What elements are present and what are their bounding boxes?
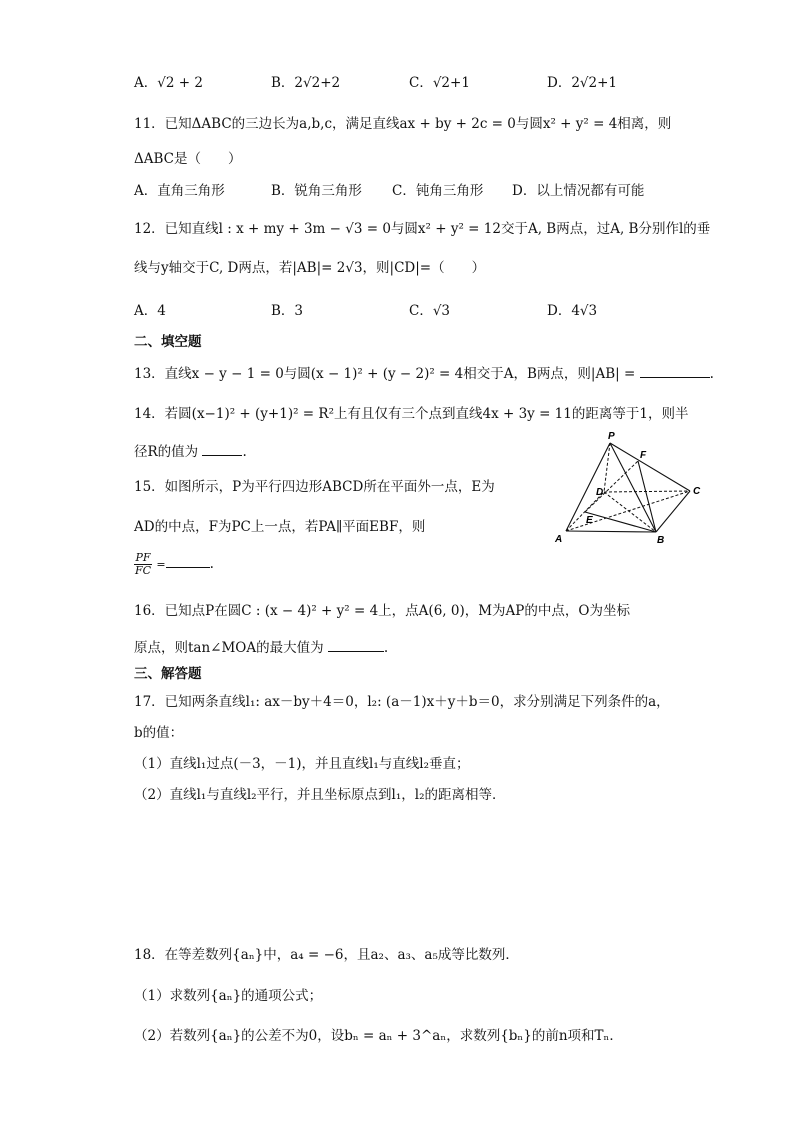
q17-stem-line1: 17．已知两条直线l₁: ax－by＋4＝0，l₂: (a－1)x＋y＋b＝0，求分别满足下列条件的a，: [134, 694, 670, 710]
q13-answer-blank: [640, 365, 710, 378]
diagonal-ac-hidden: [566, 491, 690, 531]
q16-stem-line1: 16．已知点P在圆C : (x − 4)² + y² = 4上，点A(6, 0)，M为AP的中点，O为坐标: [134, 603, 630, 619]
q11-option-a: A．直角三角形: [134, 183, 225, 199]
q18-part1: （1）求数列{aₙ}的通项公式；: [134, 988, 323, 1004]
q12-option-d: D．4√3: [547, 303, 598, 319]
q15-stem-line2: AD的中点，F为PC上一点，若PA∥平面EBF，则: [134, 519, 426, 535]
label-a: A: [555, 534, 563, 545]
q14-answer-blank: [202, 443, 242, 456]
segment-fb: [638, 461, 656, 532]
label-c: C: [693, 486, 701, 497]
label-e: E: [586, 515, 593, 526]
q10-option-d: D．2√2+1: [547, 75, 618, 91]
q16-period: .: [383, 640, 389, 656]
q15-fraction-numerator: PF: [135, 551, 151, 564]
segment-eb: [585, 512, 656, 532]
q11-option-c: C．钝角三角形: [392, 183, 484, 199]
q11-stem-line2: ΔABC是（ ）: [134, 151, 242, 167]
q12-option-b: B．3: [271, 303, 304, 319]
q10-option-c: C．√2+1: [409, 75, 470, 91]
q16-text: 原点，则tan∠MOA的最大值为: [134, 640, 324, 656]
q10-option-a: A．√2 + 2: [134, 75, 203, 91]
label-p: P: [608, 431, 615, 442]
edge-ab: [566, 531, 656, 532]
q17-part2: （2）直线l₁与直线l₂平行，并且坐标原点到l₁，l₂的距离相等．: [134, 787, 506, 803]
q17-stem-line2: b的值：: [134, 725, 184, 741]
q11-option-b: B．锐角三角形: [271, 183, 362, 199]
q12-option-a: A．4: [134, 303, 166, 319]
q14-text: 径R的值为: [134, 444, 199, 460]
q15-answer-blank: [166, 555, 210, 568]
q12-stem-line2: 线与y轴交于C, D两点，若|AB|= 2√3，则|CD|=（ ）: [134, 260, 486, 276]
edge-pd-hidden: [604, 443, 610, 492]
q12-option-c: C．√3: [409, 303, 451, 319]
label-b: B: [657, 535, 665, 546]
segment-ef-hidden: [585, 461, 638, 512]
edge-dc-hidden: [604, 491, 690, 492]
q14-stem-line1: 14．若圆(x−1)² + (y+1)² = R²上有且仅有三个点到直线4x + 3y = 11的距离等于1，则半: [134, 406, 689, 422]
pyramid-figure: [552, 428, 712, 550]
q15-fraction: [134, 552, 152, 577]
q18-part2: （2）若数列{aₙ}的公差不为0，设bₙ = aₙ + 3^aₙ，求数列{bₙ}的前n项和Tₙ．: [134, 1028, 623, 1044]
diagonal-db-hidden: [604, 492, 656, 532]
q13-stem: [134, 364, 714, 384]
q15-stem-line3: [134, 552, 214, 577]
q15-equals: =: [156, 558, 166, 571]
q13-period: .: [709, 366, 714, 382]
q17-part1: （1）直线l₁过点(－3，－1)，并且直线l₁与直线l₂垂直；: [134, 756, 470, 772]
q16-answer-blank: [328, 639, 384, 652]
q16-stem-line2: [134, 638, 388, 658]
q13-text: 13．直线x − y − 1 = 0与圆(x − 1)² + (y − 2)² = 4相交于A，B两点，则|AB| =: [134, 366, 636, 382]
section-heading-solutions: 三、解答题: [134, 666, 202, 682]
section-heading-fill-in: 二、填空题: [134, 334, 202, 350]
q10-option-b: B．2√2+2: [271, 75, 341, 91]
q18-stem: 18．在等差数列{aₙ}中，a₄ = −6，且a₂、a₃、a₅成等比数列．: [134, 947, 519, 963]
q12-stem-line1: 12．已知直线l : x + my + 3m − √3 = 0与圆x² + y² = 12交于A, B两点，过A, B分别作l的垂: [134, 221, 711, 237]
label-d: D: [596, 487, 604, 498]
q14-period: .: [242, 444, 247, 460]
edge-bc: [656, 491, 690, 532]
q11-stem-line1: 11．已知ΔABC的三边长为a,b,c，满足直线ax + by + 2c = 0与圆x² + y² = 4相离，则: [134, 116, 672, 132]
q15-period: .: [209, 556, 214, 572]
label-f: F: [640, 450, 647, 461]
q14-stem-line2: [134, 442, 247, 462]
q11-option-d: D．以上情况都有可能: [512, 183, 645, 199]
q15-fraction-denominator: FC: [135, 564, 152, 577]
q15-stem-line1: 15．如图所示，P为平行四边形ABCD所在平面外一点，E为: [134, 479, 495, 495]
